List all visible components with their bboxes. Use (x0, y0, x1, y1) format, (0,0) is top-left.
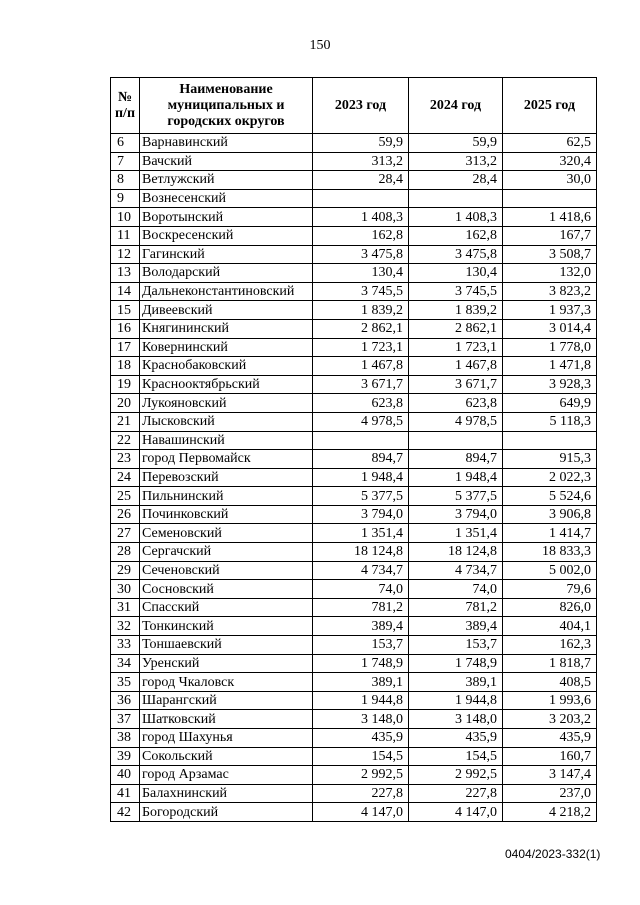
row-number: 22 (111, 431, 140, 450)
header-2023: 2023 год (313, 78, 409, 134)
row-number: 14 (111, 282, 140, 301)
value-2024: 4 147,0 (409, 803, 503, 822)
table-row (111, 375, 597, 394)
row-number: 19 (111, 375, 140, 394)
value-2024: 3 148,0 (409, 710, 503, 729)
value-2025: 3 508,7 (503, 245, 597, 264)
value-2025 (503, 431, 597, 450)
row-number: 41 (111, 784, 140, 803)
value-2023 (313, 189, 409, 208)
row-name: Краснооктябрьский (140, 375, 313, 394)
table-row (111, 282, 597, 301)
value-2025: 1 937,3 (503, 301, 597, 320)
value-2023: 59,9 (313, 134, 409, 153)
row-number: 33 (111, 636, 140, 655)
row-number: 35 (111, 673, 140, 692)
table-row (111, 487, 597, 506)
value-2025: 62,5 (503, 134, 597, 153)
table-row (111, 580, 597, 599)
value-2023: 1 944,8 (313, 691, 409, 710)
value-2023: 74,0 (313, 580, 409, 599)
row-name: Гагинский (140, 245, 313, 264)
row-name: Шатковский (140, 710, 313, 729)
header-name: Наименование муниципальных и городских округов (140, 78, 313, 134)
row-name: город Арзамас (140, 766, 313, 785)
row-number: 39 (111, 747, 140, 766)
value-2024: 1 748,9 (409, 654, 503, 673)
row-name: Шарангский (140, 691, 313, 710)
value-2023: 3 671,7 (313, 375, 409, 394)
row-name: Тонкинский (140, 617, 313, 636)
row-name: Дивеевский (140, 301, 313, 320)
row-number: 11 (111, 226, 140, 245)
row-number: 40 (111, 766, 140, 785)
table-row (111, 152, 597, 171)
value-2023: 162,8 (313, 226, 409, 245)
row-number: 9 (111, 189, 140, 208)
table-row (111, 394, 597, 413)
value-2024: 3 794,0 (409, 505, 503, 524)
table-row (111, 357, 597, 376)
value-2025: 3 014,4 (503, 319, 597, 338)
value-2024: 781,2 (409, 598, 503, 617)
row-number: 15 (111, 301, 140, 320)
value-2023: 1 351,4 (313, 524, 409, 543)
row-number: 24 (111, 468, 140, 487)
row-name: Ветлужский (140, 171, 313, 190)
row-number: 6 (111, 134, 140, 153)
table-row (111, 208, 597, 227)
value-2024: 154,5 (409, 747, 503, 766)
table-row (111, 598, 597, 617)
table-row (111, 747, 597, 766)
value-2025: 79,6 (503, 580, 597, 599)
table-row (111, 729, 597, 748)
value-2025: 5 118,3 (503, 412, 597, 431)
value-2025: 162,3 (503, 636, 597, 655)
row-number: 29 (111, 561, 140, 580)
value-2024: 59,9 (409, 134, 503, 153)
row-name: Сокольский (140, 747, 313, 766)
value-2025: 132,0 (503, 264, 597, 283)
row-number: 37 (111, 710, 140, 729)
row-name: город Первомайск (140, 450, 313, 469)
row-number: 42 (111, 803, 140, 822)
value-2024: 4 978,5 (409, 412, 503, 431)
value-2023: 4 147,0 (313, 803, 409, 822)
table-row (111, 301, 597, 320)
value-2025: 1 414,7 (503, 524, 597, 543)
value-2023: 227,8 (313, 784, 409, 803)
value-2024: 3 475,8 (409, 245, 503, 264)
value-2023: 1 408,3 (313, 208, 409, 227)
value-2023: 623,8 (313, 394, 409, 413)
value-2023: 389,4 (313, 617, 409, 636)
row-name: Сосновский (140, 580, 313, 599)
row-name: Княгининский (140, 319, 313, 338)
value-2023: 1 723,1 (313, 338, 409, 357)
value-2025: 2 022,3 (503, 468, 597, 487)
value-2024: 2 992,5 (409, 766, 503, 785)
row-name: Богородский (140, 803, 313, 822)
value-2023: 313,2 (313, 152, 409, 171)
value-2025: 649,9 (503, 394, 597, 413)
table-row (111, 561, 597, 580)
value-2024: 1 839,2 (409, 301, 503, 320)
value-2025: 3 147,4 (503, 766, 597, 785)
row-name: Уренский (140, 654, 313, 673)
row-name: Балахнинский (140, 784, 313, 803)
page-number: 150 (309, 38, 331, 53)
table-row (111, 431, 597, 450)
row-number: 25 (111, 487, 140, 506)
row-name: город Чкаловск (140, 673, 313, 692)
value-2023: 1 748,9 (313, 654, 409, 673)
row-name: Варнавинский (140, 134, 313, 153)
row-name: Воротынский (140, 208, 313, 227)
value-2023: 435,9 (313, 729, 409, 748)
value-2023: 154,5 (313, 747, 409, 766)
table-body (111, 134, 597, 822)
value-2024: 389,4 (409, 617, 503, 636)
row-number: 38 (111, 729, 140, 748)
row-number: 32 (111, 617, 140, 636)
table-row (111, 505, 597, 524)
table-row (111, 468, 597, 487)
row-name: Лукояновский (140, 394, 313, 413)
row-name: Навашинский (140, 431, 313, 450)
table-row (111, 264, 597, 283)
value-2025: 3 906,8 (503, 505, 597, 524)
value-2024: 1 723,1 (409, 338, 503, 357)
value-2023: 3 148,0 (313, 710, 409, 729)
table-row (111, 412, 597, 431)
value-2024: 162,8 (409, 226, 503, 245)
value-2023: 18 124,8 (313, 543, 409, 562)
value-2024: 3 671,7 (409, 375, 503, 394)
row-number: 27 (111, 524, 140, 543)
row-number: 7 (111, 152, 140, 171)
value-2025: 1 471,8 (503, 357, 597, 376)
header-2024: 2024 год (409, 78, 503, 134)
row-name: Краснобаковский (140, 357, 313, 376)
table-row (111, 636, 597, 655)
value-2023: 1 948,4 (313, 468, 409, 487)
row-name: Воскресенский (140, 226, 313, 245)
row-name: Лысковский (140, 412, 313, 431)
value-2025: 1 818,7 (503, 654, 597, 673)
value-2024 (409, 431, 503, 450)
value-2025: 5 524,6 (503, 487, 597, 506)
value-2023: 3 745,5 (313, 282, 409, 301)
row-number: 13 (111, 264, 140, 283)
value-2024: 130,4 (409, 264, 503, 283)
value-2023: 3 475,8 (313, 245, 409, 264)
row-number: 28 (111, 543, 140, 562)
value-2024: 28,4 (409, 171, 503, 190)
value-2024: 74,0 (409, 580, 503, 599)
value-2023: 389,1 (313, 673, 409, 692)
row-number: 8 (111, 171, 140, 190)
value-2023: 2 992,5 (313, 766, 409, 785)
value-2024: 1 944,8 (409, 691, 503, 710)
row-name: Спасский (140, 598, 313, 617)
table-row (111, 189, 597, 208)
table-row (111, 803, 597, 822)
value-2024: 1 408,3 (409, 208, 503, 227)
header-num: № п/п (111, 78, 140, 134)
value-2023: 2 862,1 (313, 319, 409, 338)
table-row (111, 617, 597, 636)
value-2024: 1 351,4 (409, 524, 503, 543)
row-name: Вачский (140, 152, 313, 171)
row-number: 10 (111, 208, 140, 227)
value-2025: 167,7 (503, 226, 597, 245)
value-2025: 1 778,0 (503, 338, 597, 357)
value-2024: 4 734,7 (409, 561, 503, 580)
value-2025: 1 993,6 (503, 691, 597, 710)
value-2023: 130,4 (313, 264, 409, 283)
table-row (111, 226, 597, 245)
value-2024: 5 377,5 (409, 487, 503, 506)
row-number: 36 (111, 691, 140, 710)
table-row (111, 691, 597, 710)
table-row (111, 524, 597, 543)
value-2024: 153,7 (409, 636, 503, 655)
value-2025: 237,0 (503, 784, 597, 803)
value-2024 (409, 189, 503, 208)
row-name: Володарский (140, 264, 313, 283)
table-header-row (111, 78, 597, 134)
row-name: Семеновский (140, 524, 313, 543)
row-number: 30 (111, 580, 140, 599)
table-row (111, 171, 597, 190)
table-row (111, 134, 597, 153)
row-name: Вознесенский (140, 189, 313, 208)
table-row (111, 245, 597, 264)
value-2025: 160,7 (503, 747, 597, 766)
data-table (110, 77, 597, 822)
table-row (111, 654, 597, 673)
row-number: 16 (111, 319, 140, 338)
value-2023: 1 839,2 (313, 301, 409, 320)
row-number: 31 (111, 598, 140, 617)
table-row (111, 710, 597, 729)
value-2025: 320,4 (503, 152, 597, 171)
value-2025: 1 418,6 (503, 208, 597, 227)
row-number: 26 (111, 505, 140, 524)
value-2023: 4 734,7 (313, 561, 409, 580)
value-2025: 435,9 (503, 729, 597, 748)
row-name: Сергачский (140, 543, 313, 562)
value-2024: 313,2 (409, 152, 503, 171)
value-2024: 623,8 (409, 394, 503, 413)
value-2024: 894,7 (409, 450, 503, 469)
value-2025: 3 823,2 (503, 282, 597, 301)
value-2024: 3 745,5 (409, 282, 503, 301)
row-number: 23 (111, 450, 140, 469)
value-2025: 3 203,2 (503, 710, 597, 729)
value-2024: 18 124,8 (409, 543, 503, 562)
table-row (111, 338, 597, 357)
table-row (111, 673, 597, 692)
value-2025: 826,0 (503, 598, 597, 617)
row-number: 12 (111, 245, 140, 264)
value-2025: 404,1 (503, 617, 597, 636)
value-2024: 1 467,8 (409, 357, 503, 376)
row-number: 18 (111, 357, 140, 376)
row-name: Починковский (140, 505, 313, 524)
value-2023: 5 377,5 (313, 487, 409, 506)
table-row (111, 450, 597, 469)
row-number: 17 (111, 338, 140, 357)
value-2024: 1 948,4 (409, 468, 503, 487)
row-number: 34 (111, 654, 140, 673)
value-2025: 18 833,3 (503, 543, 597, 562)
row-name: Дальнеконстантиновский (140, 282, 313, 301)
value-2025: 915,3 (503, 450, 597, 469)
value-2024: 2 862,1 (409, 319, 503, 338)
value-2025: 5 002,0 (503, 561, 597, 580)
row-number: 20 (111, 394, 140, 413)
value-2024: 435,9 (409, 729, 503, 748)
row-name: город Шахунья (140, 729, 313, 748)
table-row (111, 766, 597, 785)
value-2024: 227,8 (409, 784, 503, 803)
value-2023: 28,4 (313, 171, 409, 190)
value-2023: 1 467,8 (313, 357, 409, 376)
value-2024: 389,1 (409, 673, 503, 692)
value-2023: 894,7 (313, 450, 409, 469)
row-name: Ковернинский (140, 338, 313, 357)
value-2025: 408,5 (503, 673, 597, 692)
document-code: 0404/2023-332(1) (505, 847, 601, 861)
value-2023 (313, 431, 409, 450)
value-2023: 153,7 (313, 636, 409, 655)
table-row (111, 784, 597, 803)
value-2025: 30,0 (503, 171, 597, 190)
value-2023: 4 978,5 (313, 412, 409, 431)
value-2025: 4 218,2 (503, 803, 597, 822)
row-number: 21 (111, 412, 140, 431)
row-name: Тоншаевский (140, 636, 313, 655)
table-row (111, 543, 597, 562)
row-name: Сеченовский (140, 561, 313, 580)
value-2025 (503, 189, 597, 208)
value-2023: 3 794,0 (313, 505, 409, 524)
row-name: Перевозский (140, 468, 313, 487)
value-2025: 3 928,3 (503, 375, 597, 394)
row-name: Пильнинский (140, 487, 313, 506)
value-2023: 781,2 (313, 598, 409, 617)
header-2025: 2025 год (503, 78, 597, 134)
table-row (111, 319, 597, 338)
